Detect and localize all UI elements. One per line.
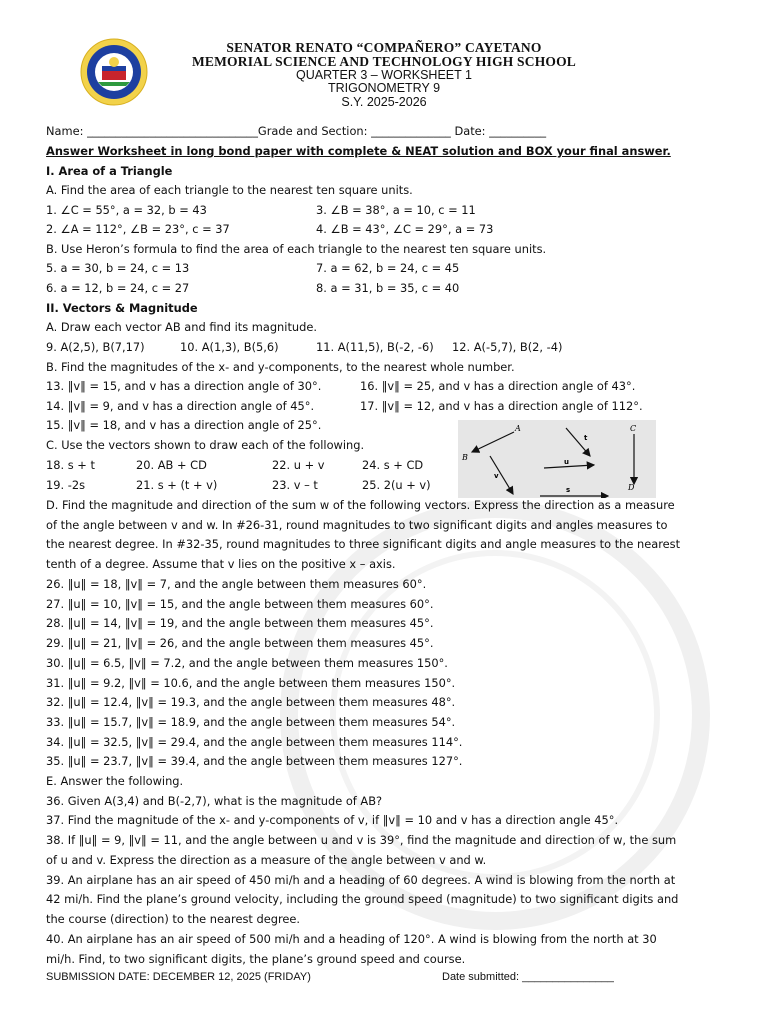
label-t: t: [584, 434, 588, 442]
part-d-item: 28. ‖u‖ = 14, ‖v‖ = 19, and the angle between them measures 45°.: [46, 616, 434, 631]
label-d: D: [628, 483, 635, 492]
item-39-line2: 42 mi/h. Find the plane’s ground velocity, including the ground speed (magnitude) to two significant digits and: [46, 892, 679, 906]
item-18: 18. s + t: [46, 458, 95, 472]
item-4: 4. ∠B = 43°, ∠C = 29°, a = 73: [316, 222, 494, 236]
section-2-part-c: C. Use the vectors shown to draw each of the following.: [46, 438, 365, 452]
item-15: 15. ‖v‖ = 18, and v has a direction angle of 25°.: [46, 418, 322, 432]
section-1-part-a: A. Find the area of each triangle to the nearest ten square units.: [46, 183, 413, 197]
item-22: 22. u + v: [272, 458, 325, 472]
item-23: 23. v – t: [272, 478, 318, 492]
section-2-part-b: B. Find the magnitudes of the x- and y-components, to the nearest whole number.: [46, 360, 515, 374]
item-6: 6. a = 12, b = 24, c = 27: [46, 281, 190, 295]
item-5: 5. a = 30, b = 24, c = 13: [46, 261, 190, 275]
part-d-item: 26. ‖u‖ = 18, ‖v‖ = 7, and the angle between them measures 60°.: [46, 577, 427, 591]
section-1-title: I. Area of a Triangle: [46, 164, 173, 178]
item-10: 10. A(1,3), B(5,6): [180, 340, 279, 354]
item-40-line2: mi/h. Find, to two significant digits, the plane’s ground speed and course.: [46, 952, 466, 966]
label-b: B: [462, 453, 468, 462]
vector-u: [544, 465, 594, 468]
item-12: 12. A(-5,7), B(2, -4): [452, 340, 563, 354]
item-25: 25. 2(u + v): [362, 478, 431, 492]
quarter-title: QUARTER 3 – WORKSHEET 1: [296, 68, 472, 82]
item-14: 14. ‖v‖ = 9, and v has a direction angle of 45°.: [46, 399, 315, 413]
item-39-line3: the course (direction) to the nearest degree.: [46, 912, 301, 926]
part-d-item: 32. ‖u‖ = 12.4, ‖v‖ = 19.3, and the angle between them measures 48°.: [46, 695, 456, 710]
item-9: 9. A(2,5), B(7,17): [46, 340, 145, 354]
school-year: S.Y. 2025-2026: [341, 95, 427, 109]
section-2-part-e: E. Answer the following.: [46, 774, 184, 788]
part-d-instruction-line: D. Find the magnitude and direction of the sum w of the following vectors. Express the direction as a measure: [46, 498, 675, 512]
label-c: C: [630, 424, 637, 433]
item-8: 8. a = 31, b = 35, c = 40: [316, 281, 460, 295]
label-a: A: [515, 424, 521, 433]
subject-title: TRIGONOMETRY 9: [327, 81, 441, 95]
part-d-instruction-line: the nearest degree. In #32-35, round magnitudes to three significant digits and angle measures to the nearest: [46, 537, 681, 552]
submission-date: SUBMISSION DATE: DECEMBER 12, 2025 (FRIDAY): [46, 971, 311, 983]
part-d-item: 34. ‖u‖ = 32.5, ‖v‖ = 29.4, and the angle between them measures 114°.: [46, 734, 463, 749]
item-3: 3. ∠B = 38°, a = 10, c = 11: [316, 203, 476, 217]
vectors-figure: [458, 420, 656, 498]
item-7: 7. a = 62, b = 24, c = 45: [316, 261, 460, 275]
date-submitted: Date submitted: _______________: [442, 971, 614, 983]
label-v: v: [494, 472, 499, 480]
item-16: 16. ‖v‖ = 25, and v has a direction angle of 43°.: [360, 379, 636, 393]
part-d-item: 31. ‖u‖ = 9.2, ‖v‖ = 10.6, and the angle between them measures 150°.: [46, 675, 456, 690]
item-36: 36. Given A(3,4) and B(-2,7), what is the magnitude of AB?: [46, 794, 383, 808]
item-20: 20. AB + CD: [136, 458, 207, 472]
school-name-line1: SENATOR RENATO “COMPAÑERO” CAYETANO: [226, 40, 542, 55]
part-d-instruction-line: of the angle between v and w. In #26-31, round magnitudes to two significant digits and angles measures to: [46, 517, 668, 532]
item-38-line2: of u and v. Express the direction as a measure of the angle between v and w.: [46, 853, 487, 867]
part-d-instruction-line: tenth of a degree. Assume that v lies on the positive x – axis.: [46, 556, 396, 571]
item-2: 2. ∠A = 112°, ∠B = 23°, c = 37: [46, 222, 230, 236]
part-d-item: 33. ‖u‖ = 15.7, ‖v‖ = 18.9, and the angle between them measures 54°.: [46, 714, 456, 729]
item-17: 17. ‖v‖ = 12, and v has a direction angle of 112°.: [360, 399, 643, 413]
part-d-item: 29. ‖u‖ = 21, ‖v‖ = 26, and the angle between them measures 45°.: [46, 636, 434, 651]
label-u: u: [564, 458, 569, 466]
section-1-part-b: B. Use Heron’s formula to find the area of each triangle to the nearest ten square units.: [46, 242, 547, 256]
section-2-title: II. Vectors & Magnitude: [46, 301, 198, 315]
item-24: 24. s + CD: [362, 458, 424, 472]
item-19: 19. -2s: [46, 478, 86, 492]
vector-ab: [472, 432, 514, 452]
item-13: 13. ‖v‖ = 15, and v has a direction angle of 30°.: [46, 379, 322, 393]
vector-t: [566, 428, 590, 456]
item-39-line1: 39. An airplane has an air speed of 450 mi/h and a heading of 60 degrees. A wind is blowing from the north at: [46, 873, 676, 887]
item-38-line1: 38. If ‖u‖ = 9, ‖v‖ = 11, and the angle between u and v is 39°, find the magnitude and direction of w, the sum: [46, 833, 677, 847]
general-instruction: Answer Worksheet in long bond paper with complete & NEAT solution and BOX your final answer.: [46, 144, 671, 158]
item-37: 37. Find the magnitude of the x- and y-components of v, if ‖v‖ = 10 and v has a direction angle 45°.: [46, 813, 619, 827]
section-2-part-a: A. Draw each vector AB and find its magnitude.: [46, 320, 317, 334]
part-d-item: 27. ‖u‖ = 10, ‖v‖ = 15, and the angle between them measures 60°.: [46, 596, 434, 611]
part-d-item: 30. ‖u‖ = 6.5, ‖v‖ = 7.2, and the angle between them measures 150°.: [46, 655, 448, 670]
label-s: s: [566, 486, 571, 494]
school-name-line2: MEMORIAL SCIENCE AND TECHNOLOGY HIGH SCHOOL: [191, 54, 577, 69]
item-40-line1: 40. An airplane has an air speed of 500 mi/h and a heading of 120°. A wind is blowing from the north at 30: [46, 932, 657, 946]
item-21: 21. s + (t + v): [136, 478, 218, 492]
part-d-item: 35. ‖u‖ = 23.7, ‖v‖ = 39.4, and the angle between them measures 127°.: [46, 754, 463, 769]
item-1: 1. ∠C = 55°, a = 32, b = 43: [46, 203, 207, 217]
item-11: 11. A(11,5), B(-2, -6): [316, 340, 434, 354]
student-info-line: Name: ______________________________Grade and Section: ______________ Date: __________: [46, 124, 547, 138]
